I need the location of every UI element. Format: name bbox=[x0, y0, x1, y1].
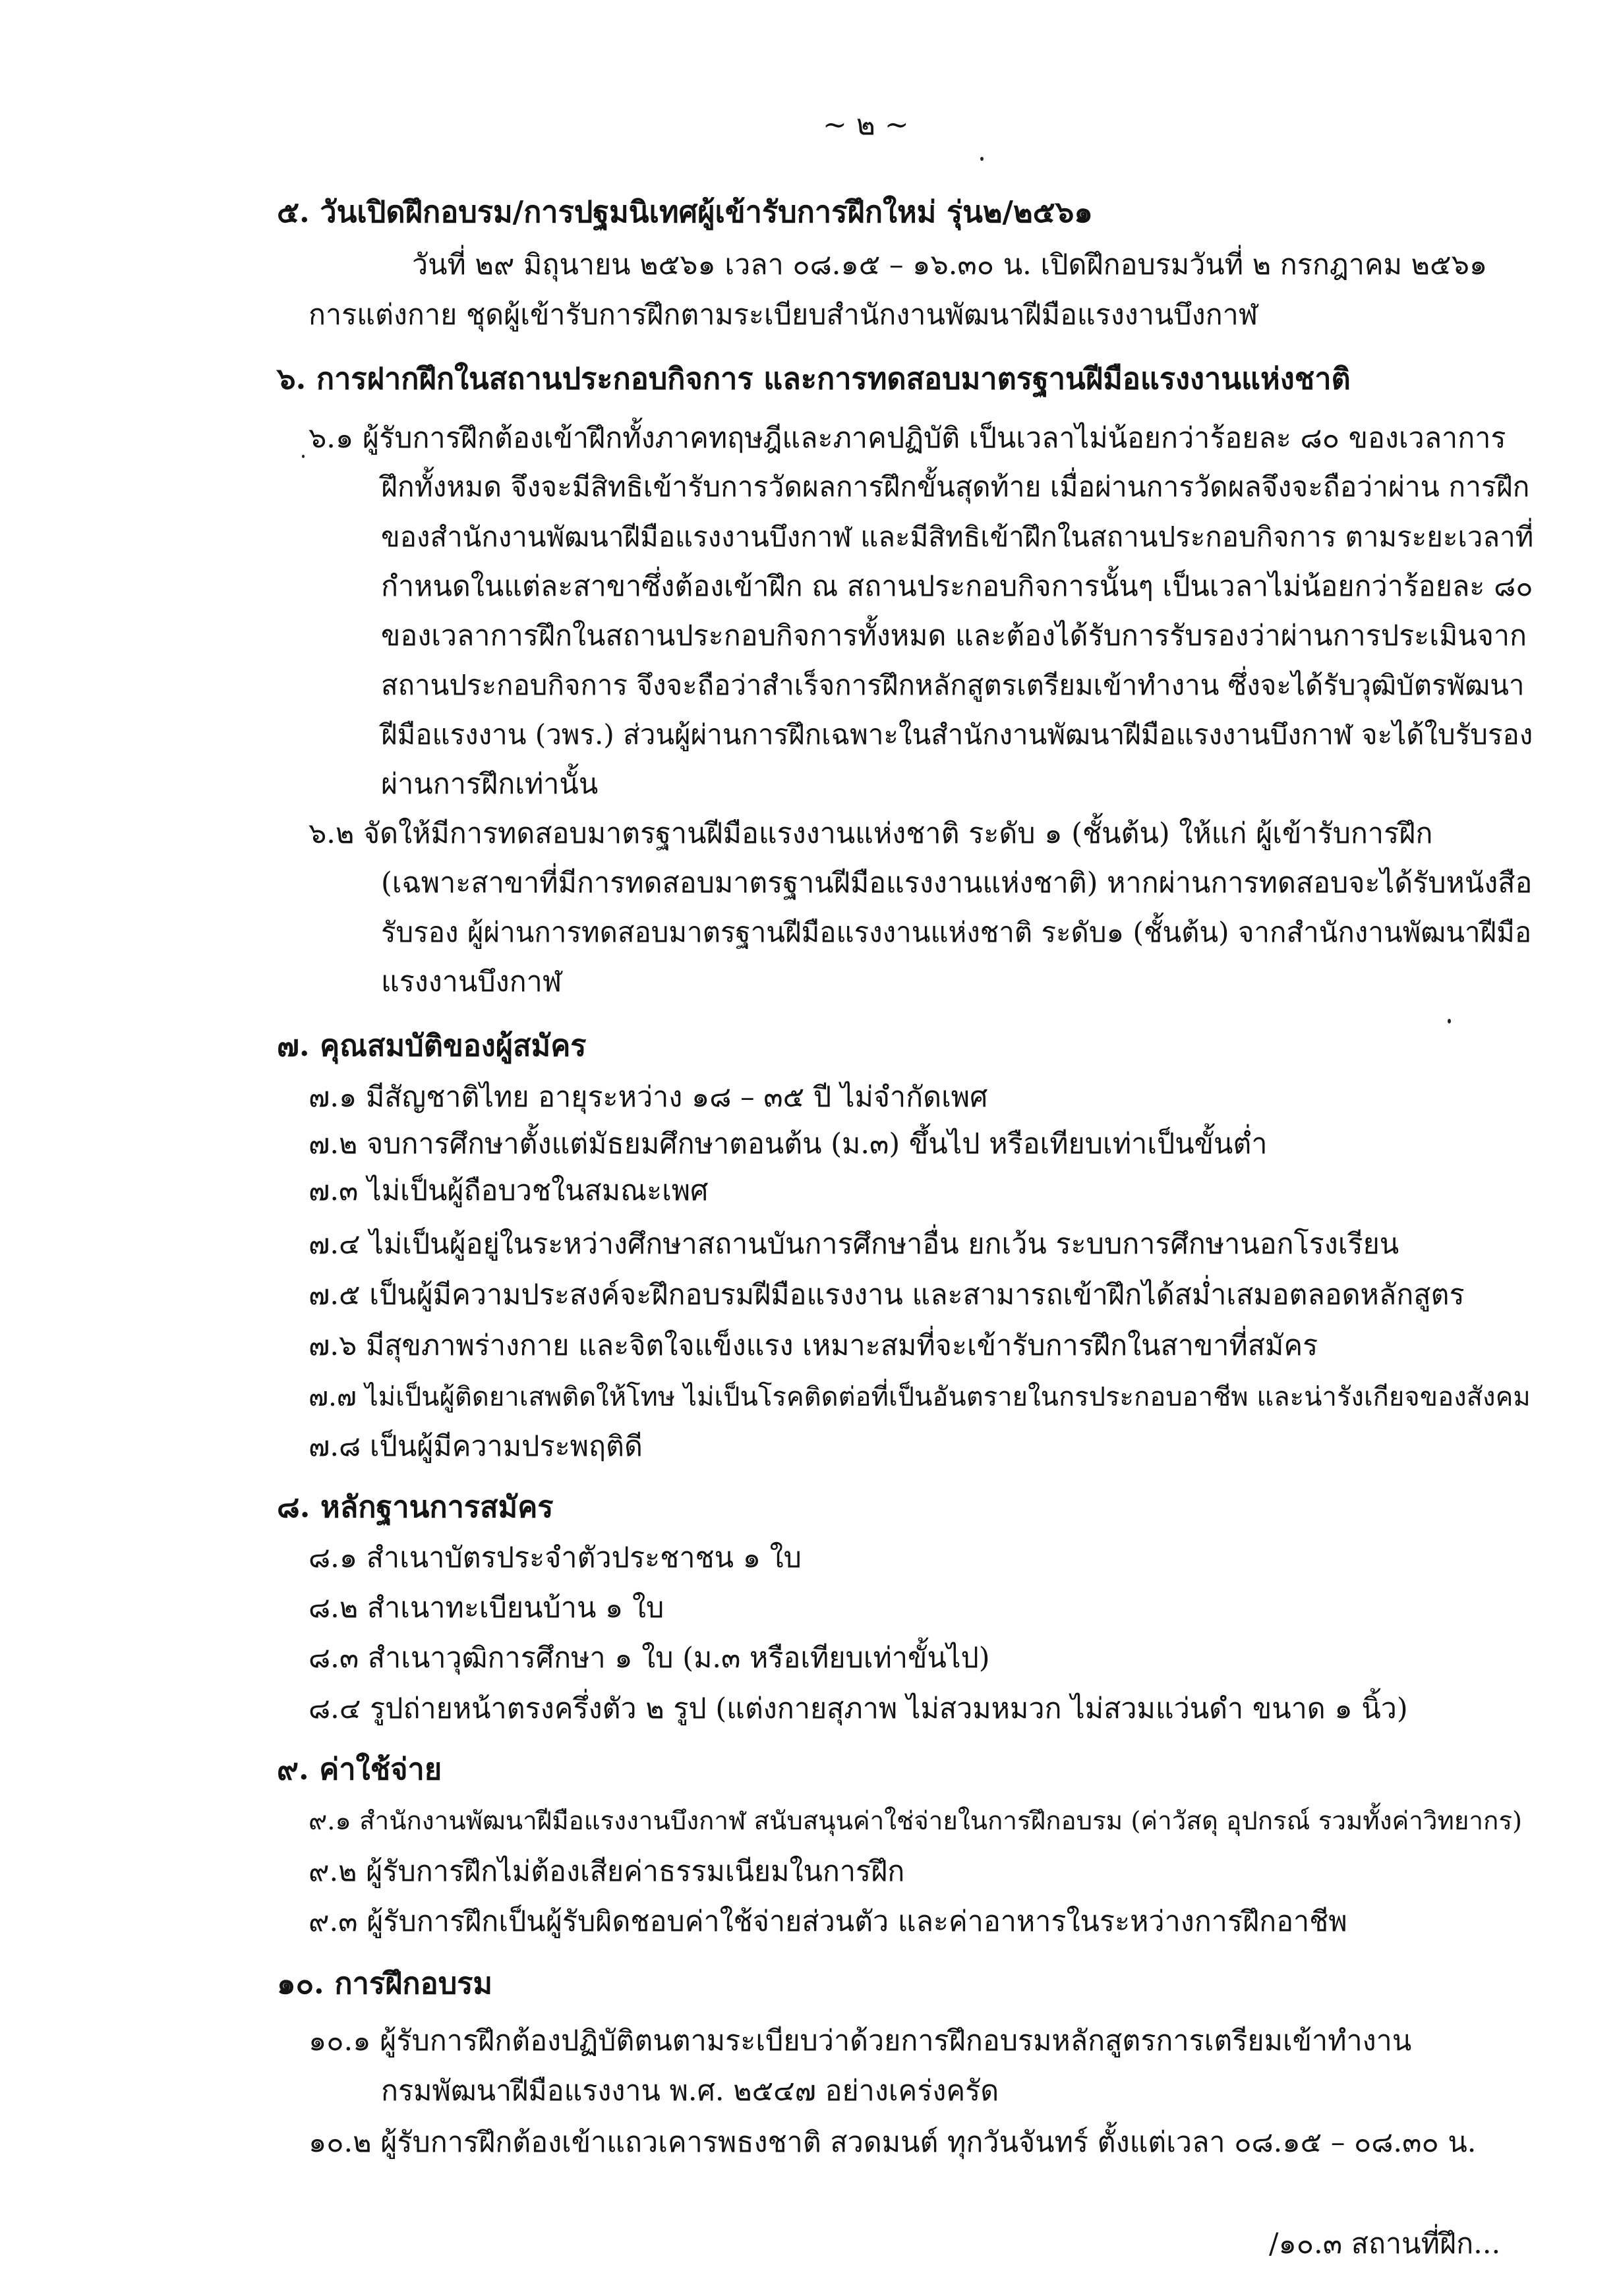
section-6-heading: ๖. การฝากฝึกในสถานประกอบกิจการ และการทดสอบมาตรฐานฝีมือแรงงานแห่งชาติ bbox=[277, 361, 1351, 396]
section-7-item: ๗.๗ ไม่เป็นผู้ติดยาเสพติดให้โทษ ไม่เป็นโรคติดต่อที่เป็นอันตรายในกรประกอบอาชีพ และน่ารังเกียจของสังคม bbox=[309, 1382, 1531, 1412]
continuation-marker: /๑๐.๓ สถานที่ฝึก... bbox=[1269, 2227, 1501, 2260]
section-10-heading: ๑๐. การฝึกอบรม bbox=[277, 1966, 493, 2001]
item-10-2-line: ๑๐.๒ ผู้รับการฝึกต้องเข้าแถวเคารพธงชาติ สวดมนต์ ทุกวันจันทร์ ตั้งแต่เวลา ๐๘.๑๕ – ๐๘.๓๐ น. bbox=[309, 2126, 1477, 2159]
section-8-heading: ๘. หลักฐานการสมัคร bbox=[277, 1489, 554, 1524]
section-8-item: ๘.๓ สำเนาวุฒิการศึกษา ๑ ใบ (ม.๓ หรือเทียบเท่าขั้นไป) bbox=[309, 1642, 990, 1675]
section-5-line-1: วันที่ ๒๙ มิถุนายน ๒๕๖๑ เวลา ๐๘.๑๕ – ๑๖.๓๐ น. เปิดฝึกอบรมวันที่ ๒ กรกฎาคม ๒๕๖๑ bbox=[412, 248, 1488, 281]
item-10-1-line-2: กรมพัฒนาฝีมือแรงงาน พ.ศ. ๒๕๔๗ อย่างเคร่งครัด bbox=[381, 2075, 999, 2108]
section-8-item: ๘.๒ สำเนาทะเบียนบ้าน ๑ ใบ bbox=[309, 1592, 664, 1624]
item-6-2-line-3: รับรอง ผู้ผ่านการทดสอบมาตรฐานฝีมือแรงงานแห่งชาติ ระดับ๑ (ชั้นต้น) จากสำนักงานพัฒนาฝีมือ bbox=[381, 916, 1532, 948]
section-7-item: ๗.๖ มีสุขภาพร่างกาย และจิตใจแข็งแรง เหมาะสมที่จะเข้ารับการฝึกในสาขาที่สมัคร bbox=[309, 1329, 1318, 1362]
scan-speck bbox=[302, 455, 305, 458]
item-6-1-line-4: กำหนดในแต่ละสาขาซึ่งต้องเข้าฝึก ณ สถานประกอบกิจการนั้นๆ เป็นเวลาไม่น้อยกว่าร้อยละ ๘๐ bbox=[381, 570, 1533, 603]
item-6-2-line-4: แรงงานบึงกาฬ bbox=[381, 965, 562, 998]
page-number: ~ ๒ ~ bbox=[823, 108, 909, 142]
section-7-item: ๗.๒ จบการศึกษาตั้งแต่มัธยมศึกษาตอนต้น (ม.๓) ขึ้นไป หรือเทียบเท่าเป็นขั้นต่ำ bbox=[309, 1128, 1268, 1161]
section-5-line-2: การแต่งกาย ชุดผู้เข้ารับการฝึกตามระเบียบสำนักงานพัฒนาฝีมือแรงงานบึงกาฬ bbox=[309, 299, 1258, 331]
scan-speck bbox=[1448, 1019, 1451, 1023]
section-7-item: ๗.๘ เป็นผู้มีความประพฤติดี bbox=[309, 1430, 643, 1463]
item-6-1-line-2: ฝึกทั้งหมด จึงจะมีสิทธิเข้ารับการวัดผลการฝึกขั้นสุดท้าย เมื่อผ่านการวัดผลจึงจะถือว่าผ่าน การฝึก bbox=[381, 471, 1530, 503]
item-6-2-line-2: (เฉพาะสาขาที่มีการทดสอบมาตรฐานฝีมือแรงงานแห่งชาติ) หากผ่านการทดสอบจะได้รับหนังสือ bbox=[381, 867, 1533, 900]
item-10-1-line-1: ๑๐.๑ ผู้รับการฝึกต้องปฏิบัติตนตามระเบียบว่าด้วยการฝึกอบรมหลักสูตรการเตรียมเข้าทำงาน bbox=[309, 2024, 1412, 2057]
section-7-item: ๗.๕ เป็นผู้มีความประสงค์จะฝึกอบรมฝีมือแรงงาน และสามารถเข้าฝึกได้สม่ำเสมอตลอดหลักสูตร bbox=[309, 1278, 1465, 1311]
item-6-1-line-3: ของสำนักงานพัฒนาฝีมือแรงงานบึงกาฬ และมีสิทธิเข้าฝึกในสถานประกอบกิจการ ตามระยะเวลาที่ bbox=[381, 521, 1534, 553]
item-6-2-line-1: ๖.๒ จัดให้มีการทดสอบมาตรฐานฝีมือแรงงานแห่งชาติ ระดับ ๑ (ชั้นต้น) ให้แก่ ผู้เข้ารับการฝึก bbox=[309, 817, 1433, 850]
item-6-1-line-1: ๖.๑ ผู้รับการฝึกต้องเข้าฝึกทั้งภาคทฤษฎีและภาคปฏิบัติ เป็นเวลาไม่น้อยกว่าร้อยละ ๘๐ ของเวลาการ bbox=[309, 422, 1506, 455]
section-7-item: ๗.๓ ไม่เป็นผู้ถือบวชในสมณะเพศ bbox=[309, 1174, 709, 1207]
section-7-heading: ๗. คุณสมบัติของผู้สมัคร bbox=[277, 1028, 587, 1063]
item-6-1-line-7: ฝีมือแรงงาน (วพร.) ส่วนผู้ผ่านการฝึกเฉพาะในสำนักงานพัฒนาฝีมือแรงงานบึงกาฬ จะได้ใบรับรอง bbox=[381, 718, 1533, 751]
item-6-1-line-5: ของเวลาการฝึกในสถานประกอบกิจการทั้งหมด และต้องได้รับการรับรองว่าผ่านการประเมินจาก bbox=[381, 619, 1527, 652]
section-7-item: ๗.๔ ไม่เป็นผู้อยู่ในระหว่างศึกษาสถานบันการศึกษาอื่น ยกเว้น ระบบการศึกษานอกโรงเรียน bbox=[309, 1228, 1399, 1261]
section-9-item: ๙.๓ ผู้รับการฝึกเป็นผู้รับผิดชอบค่าใช้จ่ายส่วนตัว และค่าอาหารในระหว่างการฝึกอาชีพ bbox=[309, 1905, 1347, 1938]
scan-speck bbox=[980, 157, 984, 161]
section-7-item: ๗.๑ มีสัญชาติไทย อายุระหว่าง ๑๘ – ๓๕ ปี ไม่จำกัดเพศ bbox=[309, 1081, 988, 1114]
item-6-1-line-6: สถานประกอบกิจการ จึงจะถือว่าสำเร็จการฝึกหลักสูตรเตรียมเข้าทำงาน ซึ่งจะได้รับวุฒิบัตรพัฒนา bbox=[381, 669, 1525, 701]
section-8-item: ๘.๑ สำเนาบัตรประจำตัวประชาชน ๑ ใบ bbox=[309, 1541, 802, 1574]
section-9-item: ๙.๑ สำนักงานพัฒนาฝีมือแรงงานบึงกาฬ สนับสนุนค่าใช่จ่ายในการฝึกอบรม (ค่าวัสดุ อุปกรณ์ รวมทั้งค่าวิทยากร) bbox=[309, 1806, 1523, 1836]
section-5-heading: ๕. วันเปิดฝึกอบรม/การปฐมนิเทศผู้เข้ารับการฝึกใหม่ รุ่น๒/๒๕๖๑ bbox=[277, 194, 1093, 229]
section-9-heading: ๙. ค่าใช้จ่าย bbox=[277, 1752, 442, 1787]
section-8-item: ๘.๔ รูปถ่ายหน้าตรงครึ่งตัว ๒ รูป (แต่งกายสุภาพ ไม่สวมหมวก ไม่สวมแว่นดำ ขนาด ๑ นิ้ว) bbox=[309, 1692, 1408, 1725]
section-9-item: ๙.๒ ผู้รับการฝึกไม่ต้องเสียค่าธรรมเนียมในการฝึก bbox=[309, 1855, 905, 1888]
item-6-1-line-8: ผ่านการฝึกเท่านั้น bbox=[381, 768, 599, 801]
